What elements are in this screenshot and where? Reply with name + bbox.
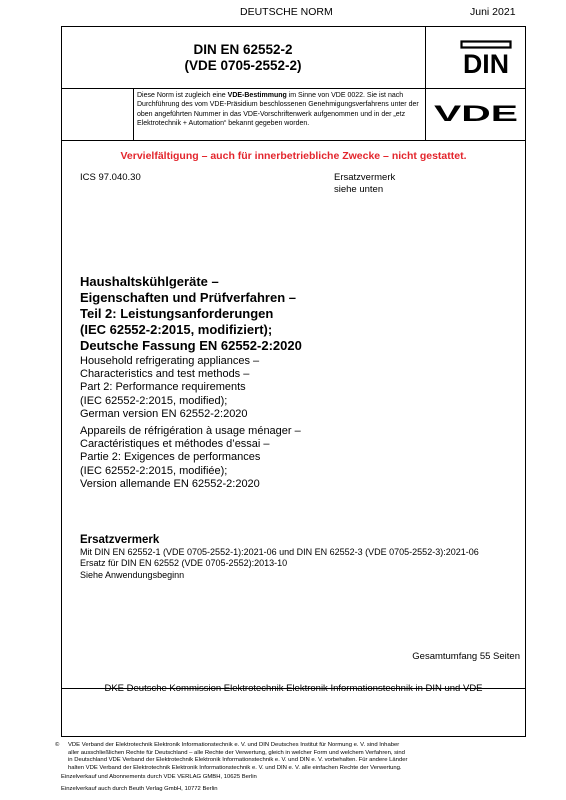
german-title-line: Teil 2: Leistungsanforderungen [80, 306, 274, 321]
replacement-ref-line1: Ersatzvermerk [334, 172, 396, 183]
vde-note-post: im Sinne von VDE 0022. Sie ist nach Durchführung des vom VDE-Präsidium beschlossenen Genehmigungsverfahrens unter der oben angeführten Nummer in das VDE-Vorschriftenwerk aufgenommen und in der „etz Elektrotechnik + Automation“ bekannt gegeben worden. [137, 92, 419, 128]
dke-line: DKE Deutsche Kommission Elektrotechnik Elektronik Informationstechnik in DIN und VDE [104, 683, 483, 694]
french-title-line: Appareils de réfrigération à usage ménager – [80, 425, 301, 437]
sales-beuth-verlag: Einzelverkauf auch durch Beuth Verlag GmbH, 10772 Berlin [61, 786, 218, 792]
german-title-line: (IEC 62552-2:2015, modifiziert); [80, 322, 273, 337]
sales-vde-verlag: Einzelverkauf und Abonnements durch VDE VERLAG GMBH, 10625 Berlin [61, 774, 257, 780]
ics-code: ICS 97.040.30 [80, 172, 141, 183]
copyright-line: halten VDE Verband der Elektrotechnik Elektronik Informationstechnik e. V. und DIN e. V. alle einfachen Rechte der Verwertung. [68, 764, 402, 771]
issue-date: Juni 2021 [470, 6, 516, 18]
rule-below-note [62, 140, 525, 141]
english-title-line: German version EN 62552-2:2020 [80, 407, 248, 420]
french-title-line: Version allemande EN 62552-2:2020 [80, 477, 260, 490]
english-title [80, 355, 259, 421]
note-left-divider [133, 88, 134, 140]
vde-logo [430, 102, 522, 124]
german-title-line: Eigenschaften und Prüfverfahren – [80, 290, 296, 305]
english-title-line: Characteristics and test methods – [80, 368, 250, 381]
german-title-line: Deutsche Fassung EN 62552-2:2020 [80, 338, 302, 353]
vde-note-bold: VDE-Bestimmung [227, 92, 287, 99]
copyright-notice [68, 742, 518, 772]
rule-below-title [62, 88, 525, 89]
copyright-line: VDE Verband der Elektrotechnik Elektronik Informationstechnik e. V. und DIN Deutsches Institut für Normung e. V. sind Inhaber [68, 742, 400, 748]
english-title-line: Household refrigerating appliances – [80, 355, 260, 367]
logo-column-divider [425, 27, 426, 140]
document-type-label: DEUTSCHE NORM [240, 6, 333, 18]
french-title-line: Caractéristiques et méthodes d’essai – [80, 438, 270, 451]
replacement-section [80, 534, 479, 581]
german-title [80, 274, 302, 354]
copyright-symbol: © [55, 742, 60, 748]
replacement-line: Siehe Anwendungsbeginn [80, 569, 185, 580]
replacement-line: Mit DIN EN 62552-1 (VDE 0705-2552-1):2021-06 und DIN EN 62552-3 (VDE 0705-2552-3):2021-06 [80, 547, 479, 557]
english-title-line: Part 2: Performance requirements [80, 381, 246, 394]
reproduction-notice: Vervielfältigung – auch für innerbetriebliche Zwecke – nicht gestattet. [120, 150, 467, 162]
replacement-line: Ersatz für DIN EN 62552 (VDE 0705-2552):2013-10 [80, 558, 288, 569]
german-title-line: Haushaltskühlgeräte – [80, 274, 219, 289]
replacement-heading: Ersatzvermerk [80, 534, 160, 546]
english-title-line: (IEC 62552-2:2015, modified); [80, 394, 228, 407]
din-logo-text: DIN [463, 49, 509, 76]
french-title [80, 425, 301, 491]
copyright-line: aller ausschließlichen Rechte für Deutschland – alle Rechte der Verwertung, gleich in welcher Form und welchem Verfahren, sind [68, 749, 405, 756]
vde-number: (VDE 0705-2552-2) [184, 58, 302, 73]
copyright-line: in Deutschland VDE Verband der Elektrotechnik Elektronik Informationstechnik e. V. und DIN e. V. vorbehalten. Für andere Länder [68, 757, 408, 764]
vde-logo-text: VDE [434, 102, 518, 124]
total-pages: Gesamtumfang 55 Seiten [412, 651, 520, 662]
vde-regulation-note [137, 91, 424, 129]
replacement-ref-line2: siehe unten [334, 184, 384, 195]
standard-number: DIN EN 62552-2 [193, 42, 293, 57]
vde-note-pre: Diese Norm ist zugleich eine [137, 92, 228, 99]
french-title-line: Partie 2: Exigences de performances [80, 451, 261, 464]
french-title-line: (IEC 62552-2:2015, modifiée); [80, 464, 228, 477]
din-logo [460, 40, 512, 76]
